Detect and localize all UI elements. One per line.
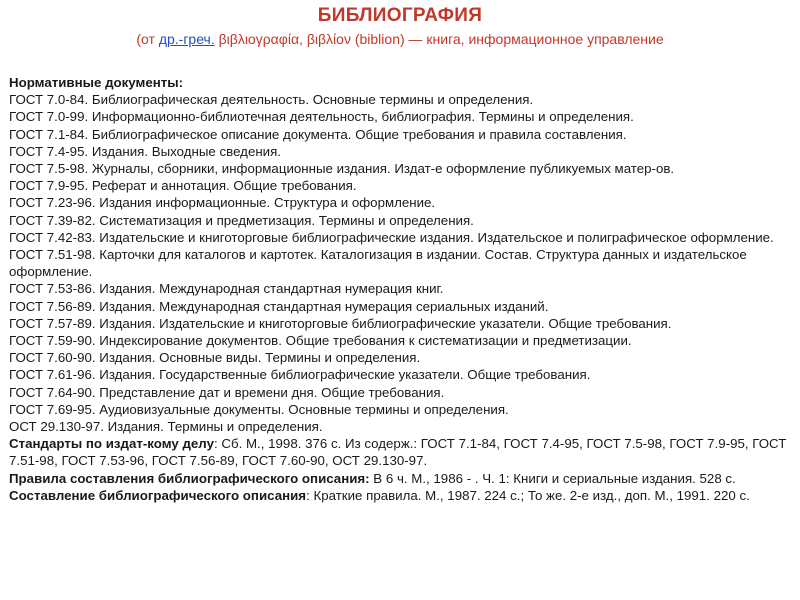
rules-entry [9, 470, 794, 487]
gost-item: ГОСТ 7.0-99. Информационно-библиотечная деятельность, библиография. Термины и определения. [9, 109, 634, 125]
gost-item: ГОСТ 7.51-98. Карточки для каталогов и картотек. Каталогизация в издании. Состав. Структура данных и издательское оформление. [9, 247, 747, 280]
standards-entry [9, 435, 794, 469]
gost-item: ГОСТ 7.60-90. Издания. Основные виды. Термины и определения. [9, 350, 421, 366]
standards-text: : Сб. М., 1998. 376 с. Из содерж.: ГОСТ 7.1-84, ГОСТ 7.4-95, ГОСТ 7.5-98, ГОСТ 7.9-95, ГОСТ 7.51-98, ГОСТ 7.53-96, ГОСТ 7.56-89, ГОСТ 7.60-90, ОСТ 29.130-97. [9, 436, 787, 469]
gost-item: ГОСТ 7.64-90. Представление дат и времени дня. Общие требования. [9, 384, 445, 400]
etymology-link[interactable]: др.-греч. [158, 31, 215, 47]
gost-item: ГОСТ 7.0-84. Библиографическая деятельность. Основные термины и определения. [9, 92, 534, 108]
gost-item: ОСТ 29.130-97. Издания. Термины и определения. [9, 419, 323, 435]
gost-item: ГОСТ 7.57-89. Издания. Издательские и книготорговые библиографические указатели. Общие требования. [9, 315, 672, 331]
normative-heading: Нормативные документы: [9, 75, 184, 90]
bibliography-content [9, 74, 794, 504]
gost-item: ГОСТ 7.23-96. Издания информационные. Структура и оформление. [9, 195, 436, 211]
gost-item: ГОСТ 7.42-83. Издательские и книготорговые библиографические издания. Издательское и полиграфическое оформление. [9, 229, 774, 245]
composition-label: Составление библиографического описания [9, 487, 307, 503]
gost-item: ГОСТ 7.5-98. Журналы, сборники, информационные издания. Издат-е оформление публикуемых матер-ов. [9, 161, 675, 177]
gost-item: ГОСТ 7.53-86. Издания. Международная стандартная нумерация книг. [9, 281, 444, 297]
gost-item: ГОСТ 7.59-90. Индексирование документов. Общие требования к систематизации и предметизации. [9, 333, 632, 349]
page-title: БИБЛИОГРАФИЯ [317, 5, 483, 26]
rules-label: Правила составления библиографического описания: [9, 470, 370, 486]
gost-item: ГОСТ 7.9-95. Реферат и аннотация. Общие требования. [9, 178, 357, 194]
rules-text: В 6 ч. М., 1986 - . Ч. 1: Книги и сериальные издания. 528 с. [369, 470, 736, 486]
gost-item: ГОСТ 7.56-89. Издания. Международная стандартная нумерация сериальных изданий. [9, 298, 549, 314]
subtitle-prefix: (от [136, 31, 159, 47]
gost-item: ГОСТ 7.69-95. Аудиовизуальные документы. Основные термины и определения. [9, 401, 509, 417]
gost-item: ГОСТ 7.4-95. Издания. Выходные сведения. [9, 143, 282, 159]
gost-item: ГОСТ 7.61-96. Издания. Государственные библиографические указатели. Общие требования. [9, 367, 591, 383]
standards-label: Стандарты по издат-кому делу [9, 436, 214, 452]
composition-text: : Краткие правила. М., 1987. 224 с.; То же. 2-е изд., доп. М., 1991. 220 с. [306, 487, 750, 503]
subtitle-rest: βιβλιογραφία, βιβλίον (biblion) — книга, информационное управление [214, 31, 664, 47]
gost-item: ГОСТ 7.39-82. Систематизация и предметизация. Термины и определения. [9, 212, 474, 228]
gost-item: ГОСТ 7.1-84. Библиографическое описание документа. Общие требования и правила составления. [9, 126, 627, 142]
page-subtitle [0, 31, 800, 47]
composition-entry [9, 487, 794, 504]
